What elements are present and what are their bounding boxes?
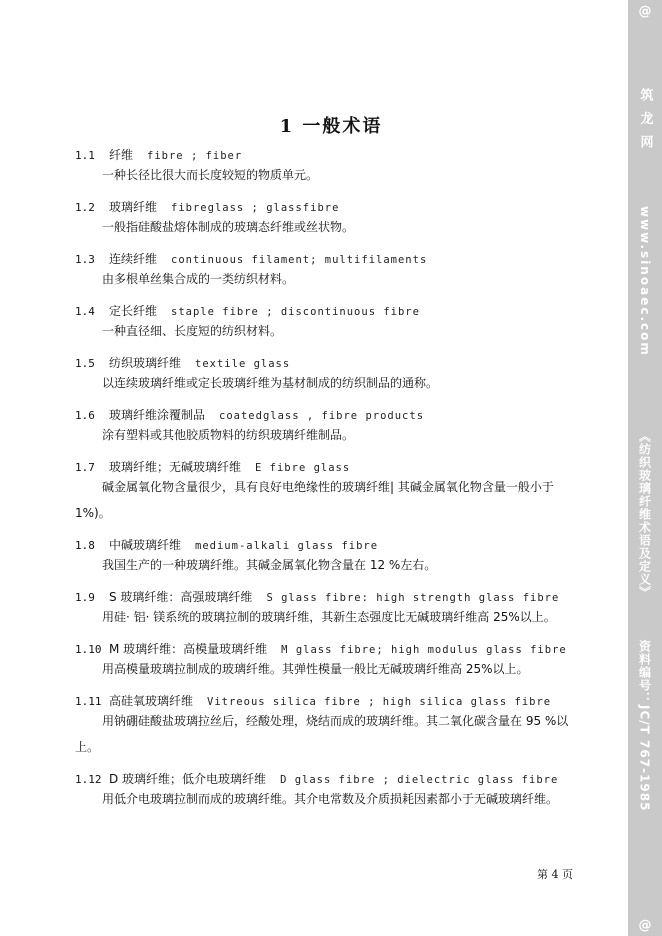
term-chinese: 玻璃纤维 bbox=[109, 200, 158, 214]
term-english: fibreglass ; glassfibre bbox=[171, 202, 340, 214]
term-chinese: 连续纤维 bbox=[109, 252, 158, 266]
term-english: continuous filament; multifilaments bbox=[171, 254, 428, 266]
term-number: 1.9 bbox=[75, 591, 95, 604]
term-english: M glass fibre; high modulus glass fibre bbox=[281, 644, 567, 656]
term-number: 1.2 bbox=[75, 201, 95, 214]
term-chinese: M 玻璃纤维：高模量玻璃纤维 bbox=[109, 642, 268, 656]
term-chinese: 玻璃纤维涂覆制品 bbox=[109, 408, 206, 422]
term-definition: 一种长径比很大而长度较短的物质单元。 bbox=[102, 168, 319, 182]
sidebar-doc-title: 《纺织玻璃纤维术语及定义》 bbox=[637, 430, 652, 599]
sidebar-site-url: www.sinoaec.com bbox=[638, 206, 652, 357]
term-number: 1.7 bbox=[75, 461, 95, 474]
term-chinese: 纤维 bbox=[109, 148, 134, 162]
term-english: medium-alkali glass fibre bbox=[195, 540, 379, 552]
term-heading bbox=[75, 146, 242, 163]
term-chinese: S 玻璃纤维：高强玻璃纤维 bbox=[109, 590, 253, 604]
term-definition: 由多根单丝集合成的一类纺织材料。 bbox=[102, 272, 295, 286]
sidebar-doc-number: 资料编号：JC/T 767-1985 bbox=[637, 640, 652, 812]
term-definition: 用硅· 铝· 镁系统的玻璃拉制的玻璃纤维，其新生态强度比无碱玻璃纤维高 25%以上。 bbox=[102, 610, 556, 624]
term-heading bbox=[75, 302, 420, 319]
term-chinese: 中碱玻璃纤维 bbox=[109, 538, 182, 552]
term-heading bbox=[75, 198, 339, 215]
term-chinese: 高硅氧玻璃纤维 bbox=[109, 694, 194, 708]
term-heading bbox=[75, 250, 427, 267]
term-number: 1.5 bbox=[75, 357, 95, 370]
term-number: 1.6 bbox=[75, 409, 95, 422]
term-english: D glass fibre ; dielectric glass fibre bbox=[280, 774, 559, 786]
term-number: 1.10 bbox=[75, 643, 102, 656]
term-number: 1.1 bbox=[75, 149, 95, 162]
watermark-sidebar bbox=[628, 0, 662, 936]
term-chinese: 定长纤维 bbox=[109, 304, 158, 318]
term-heading bbox=[75, 692, 551, 709]
term-number: 1.8 bbox=[75, 539, 95, 552]
term-heading bbox=[75, 588, 559, 605]
term-definition: 用低介电玻璃拉制而成的玻璃纤维。其介电常数及介质损耗因素都小于无碱玻璃纤维。 bbox=[102, 792, 559, 806]
term-heading bbox=[75, 354, 290, 371]
term-number: 1.12 bbox=[75, 773, 102, 786]
term-heading bbox=[75, 458, 350, 475]
sidebar-bottom-mark: @ bbox=[638, 918, 652, 933]
term-english: coatedglass , fibre products bbox=[219, 410, 425, 422]
term-chinese: 纺织玻璃纤维 bbox=[109, 356, 182, 370]
term-number: 1.4 bbox=[75, 305, 95, 318]
term-english: staple fibre ; discontinuous fibre bbox=[171, 306, 420, 318]
term-english: Vitreous silica fibre ; high silica glass fibre bbox=[207, 696, 552, 708]
term-chinese: 玻璃纤维；无碱玻璃纤维 bbox=[109, 460, 242, 474]
term-english: textile glass bbox=[195, 358, 291, 370]
term-definition: 以连续玻璃纤维或定长玻璃纤维为基材制成的纺织制品的通称。 bbox=[102, 376, 439, 390]
page-number: 第 4 页 bbox=[537, 868, 573, 881]
term-definition: 涂有塑料或其他胶质物料的纺织玻璃纤维制品。 bbox=[102, 428, 355, 442]
term-heading bbox=[75, 770, 558, 787]
term-definition: 用钠硼硅酸盐玻璃拉丝后，经酸处理，烧结而成的玻璃纤维。其二氧化碳含量在 95 %以上。 bbox=[75, 714, 569, 754]
term-heading bbox=[75, 406, 424, 423]
section-title: 1 一般术语 bbox=[279, 116, 383, 137]
term-definition: 我国生产的一种玻璃纤维。其碱金属氧化物含量在 12 %左右。 bbox=[102, 558, 437, 572]
term-heading bbox=[75, 640, 567, 657]
term-english: E fibre glass bbox=[255, 462, 351, 474]
term-number: 1.11 bbox=[75, 695, 102, 708]
term-definition: 一般指硅酸盐熔体制成的玻璃态纤维或丝状物。 bbox=[102, 220, 355, 234]
term-english: fibre ; fiber bbox=[147, 150, 243, 162]
term-english: S glass fibre: high strength glass fibre bbox=[266, 592, 560, 604]
term-heading bbox=[75, 536, 378, 553]
sidebar-top-mark: @ bbox=[638, 4, 652, 19]
term-definition: 一种直径细、长度短的纺织材料。 bbox=[102, 324, 283, 338]
term-chinese: D 玻璃纤维；低介电玻璃纤维 bbox=[109, 772, 267, 786]
term-definition: 碱金属氧化物含量很少，具有良好电绝缘性的玻璃纤维| 其碱金属氧化物含量一般小于 1%)。 bbox=[75, 480, 554, 520]
term-number: 1.3 bbox=[75, 253, 95, 266]
sidebar-site-name: 筑 龙 网 bbox=[637, 88, 653, 152]
term-definition: 用高模量玻璃拉制成的玻璃纤维。其弹性模量一般比无碱玻璃纤维高 25%以上。 bbox=[102, 662, 529, 676]
